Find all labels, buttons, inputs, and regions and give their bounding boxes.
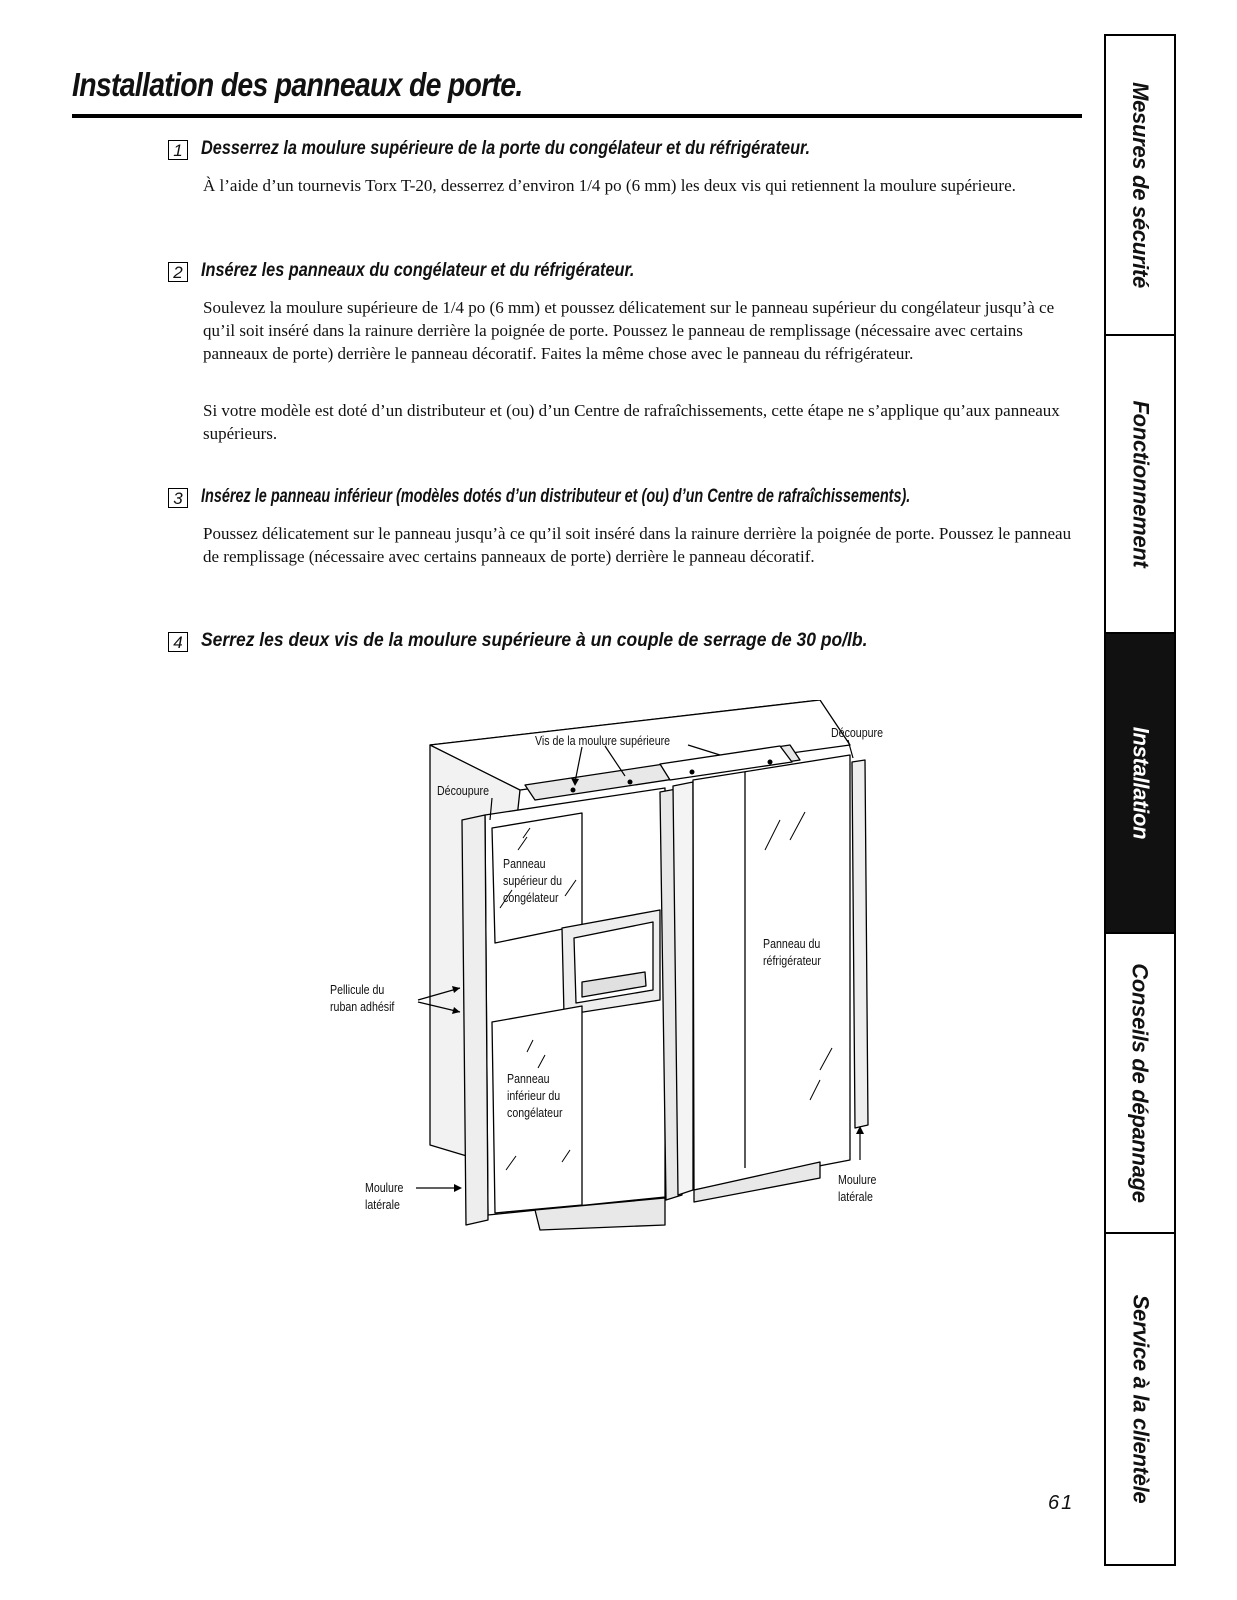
label-screws: Vis de la moulure supérieure	[535, 734, 671, 748]
tab-label: Conseils de dépannage	[1128, 963, 1153, 1203]
step-2-paragraph-1: Soulevez la moulure supérieure de 1/4 po (6 mm) et poussez délicatement sur le panneau supérieur du congélateur jusqu’à ce qu’il soit inséré dans la rainure derrière la poignée de porte. Poussez le panneau de remplissage (nécessaire avec certains panneaux de porte) derrière le panneau décoratif. Faites la même chose avec le panneau du réfrigérateur.	[203, 298, 1055, 363]
label-line: Moulure	[838, 1173, 877, 1187]
step-1-number: 1	[168, 140, 188, 160]
label-line: latérale	[838, 1190, 873, 1204]
step-3-paragraph-1: Poussez délicatement sur le panneau jusqu’à ce qu’il soit inséré dans la rainure derrière la poignée de porte. Poussez le panneau de remplissage (nécessaire avec certains panneaux de porte) derrière le panneau décoratif.	[203, 524, 1072, 566]
step-2-paragraph-2: Si votre modèle est doté d’un distributeur et (ou) d’un Centre de rafraîchissements, cette étape ne s’applique qu’aux panneaux supérieurs.	[203, 401, 1060, 443]
step-4-title: Serrez les deux vis de la moulure supérieure à un couple de serrage de 30 po/lb.	[201, 630, 868, 651]
tab-label: Service à la clientèle	[1128, 1294, 1153, 1504]
tab-conseils-de-depannage[interactable]	[1106, 934, 1174, 1234]
label-line: Panneau	[507, 1072, 550, 1086]
label-line: congélateur	[503, 891, 559, 905]
tab-label: Fonctionnement	[1128, 400, 1153, 568]
section-tabs	[1104, 34, 1176, 1566]
label-line: congélateur	[507, 1106, 563, 1120]
step-2-heading	[168, 260, 707, 282]
label-side-moulding-left	[365, 1180, 403, 1214]
label-lower-freezer-panel	[507, 1071, 563, 1122]
step-4-number: 4	[168, 632, 188, 652]
label-line: supérieur du	[503, 874, 563, 888]
label-line: inférieur du	[507, 1089, 561, 1103]
tab-fonctionnement[interactable]	[1106, 336, 1174, 634]
label-line: latérale	[365, 1198, 400, 1212]
label-side-moulding-right	[838, 1172, 876, 1206]
label-line: ruban adhésif	[330, 1000, 395, 1014]
label-line: Moulure	[365, 1181, 404, 1195]
step-2-number: 2	[168, 262, 188, 282]
tab-service-a-la-clientele[interactable]	[1106, 1234, 1174, 1564]
tab-label: Installation	[1128, 726, 1153, 840]
label-refrigerator-panel	[763, 936, 821, 970]
step-3-number: 3	[168, 488, 188, 508]
label-cutout-right: Découpure	[831, 726, 883, 740]
page-number: 61	[1048, 1492, 1075, 1514]
refrigerator-illustration	[320, 700, 920, 1260]
label-line: Panneau du	[763, 937, 821, 951]
refrigerator-door-panel-diagram	[320, 700, 920, 1260]
tab-label: Mesures de sécurité	[1128, 82, 1154, 288]
step-3-title: Insérez le panneau inférieur (modèles dotés d’un distributeur et (ou) d’un Centre de rafraîchissements).	[201, 486, 911, 507]
label-upper-freezer-panel	[503, 856, 562, 907]
tab-mesures-de-securite[interactable]	[1106, 36, 1174, 336]
label-cutout-left: Découpure	[437, 784, 489, 798]
tab-installation[interactable]	[1106, 634, 1174, 934]
step-2-title: Insérez les panneaux du congélateur et du réfrigérateur.	[201, 260, 635, 281]
label-adhesive-film	[330, 982, 394, 1016]
step-1-paragraph-1: À l’aide d’un tournevis Torx T-20, desserrez d’environ 1/4 po (6 mm) les deux vis qui retiennent la moulure supérieure.	[203, 176, 1016, 195]
label-line: Pellicule du	[330, 983, 385, 997]
step-1-title: Desserrez la moulure supérieure de la porte du congélateur et du réfrigérateur.	[201, 138, 810, 159]
step-4-heading	[168, 630, 925, 652]
step-1-heading	[168, 138, 912, 160]
label-line: réfrigérateur	[763, 954, 821, 968]
step-3-heading	[168, 486, 1134, 508]
page-title: Installation des panneaux de porte.	[72, 66, 523, 103]
title-rule	[72, 114, 1082, 118]
label-line: Panneau	[503, 857, 546, 871]
